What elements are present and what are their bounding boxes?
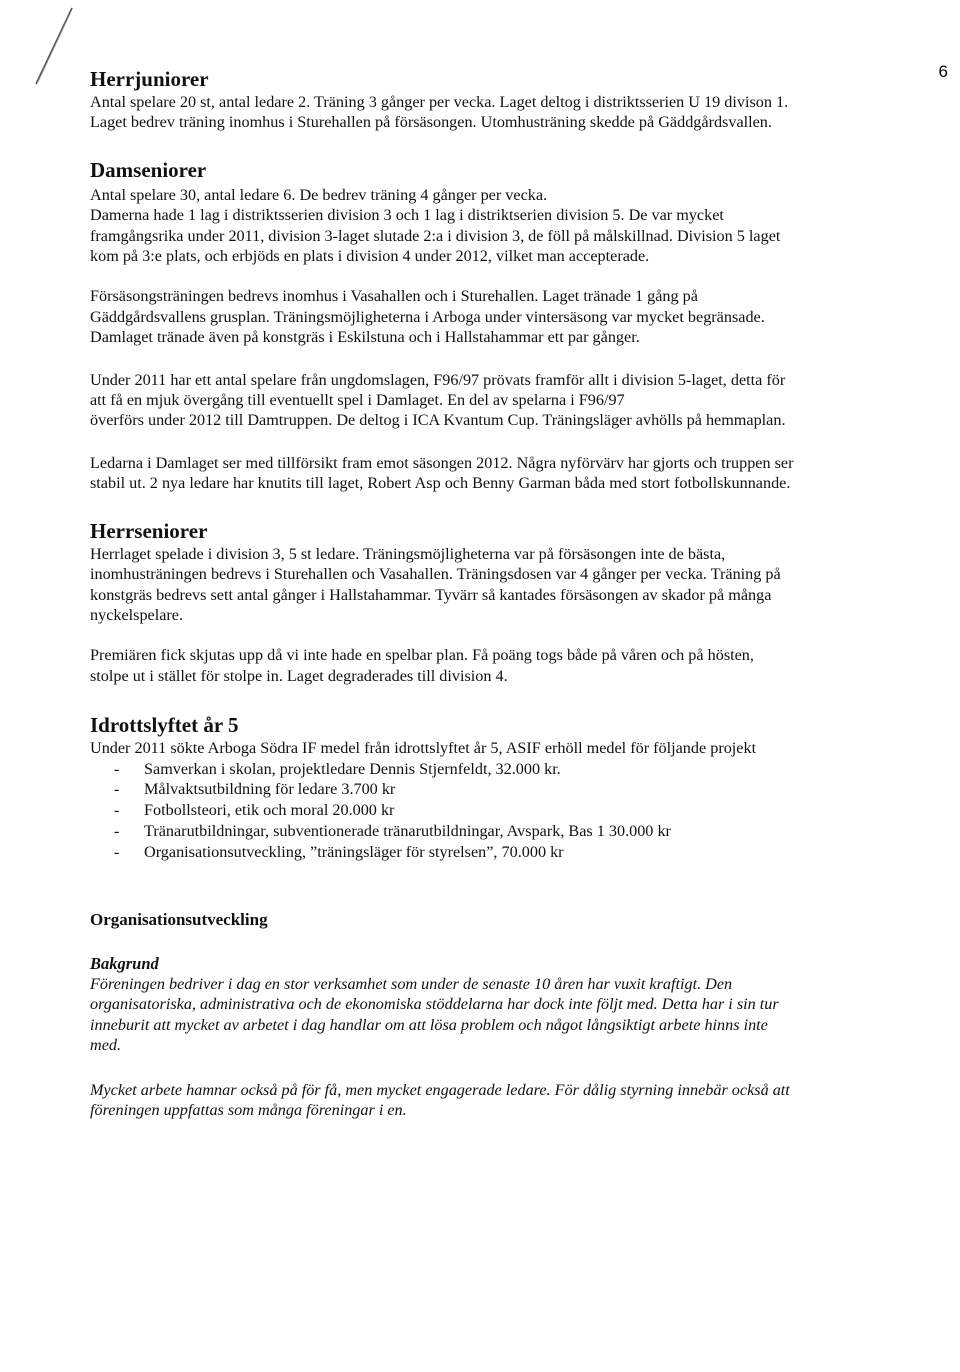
section-heading: Herrjuniorer [90,67,209,91]
paragraph [90,453,948,494]
body-line: Herrlaget spelade i division 3, 5 st ledare. Träningsmöjligheterna var på försäsongen inte de bästa, [90,544,726,563]
dash-marker: - [114,780,120,799]
body-line: Försäsongsträningen bedrevs inomhus i Vasahallen och i Sturehallen. Laget tränade 1 gång på [90,287,698,306]
body-line: Föreningen bedriver i dag en stor verksamhet som under de senaste 10 åren har vuxit kraftigt. Den [90,974,733,993]
section-damseniorer [90,157,948,494]
paragraph [90,185,948,267]
body-line: Antal spelare 30, antal ledare 6. De bedrev träning 4 gånger per vecka. [90,185,548,204]
body-line: inneburit att mycket av arbetet i dag handlar om att lösa problem och något långsiktigt arbete hinns inte [90,1015,768,1034]
subheading: Bakgrund [90,953,159,973]
list-item-text: Fotbollsteori, etik och moral 20.000 kr [144,801,395,820]
body-line: inomhusträningen bedrevs i Sturehallen och Vasahallen. Träningsdosen var 4 gånger per vecka. Träning på [90,565,781,584]
body-line: Damlaget tränade även på konstgräs i Eskilstuna och i Hallstahammar ett par gånger. [90,328,640,347]
section-heading: Organisationsutveckling [90,909,268,929]
section-heading: Damseniorer [90,157,207,182]
page-number: 6 [938,62,948,81]
list-item-text: Målvaktsutbildning för ledare 3.700 kr [144,780,396,799]
paragraph [90,974,948,1056]
body-line: Gäddgårdsvallens grusplan. Träningsmöjligheterna i Arboga under vintersäsong var mycket begränsade. [90,307,765,326]
list-item-text: Tränarutbildningar, subventionerade tränarutbildningar, Avspark, Bas 1 30.000 kr [144,821,671,840]
paragraph [90,1080,948,1121]
body-line: att få en mjuk övergång till eventuellt spel i Damlaget. En del av spelarna i F96/97 [90,391,625,410]
body-line: Antal spelare 20 st, antal ledare 2. Träning 3 gånger per vecka. Laget deltog i distriktsserien U 19 divison 1. [90,93,789,111]
list-item [90,759,948,780]
body-line: konstgräs bedrevs sett antal gånger i Hallstahammar. Tyvärr så kantades försäsongen av skador på många [90,585,772,604]
list-item [90,779,948,800]
list-item [90,821,948,842]
body-line: Laget bedrev träning inomhus i Sturehallen på försäsongen. Utomhusträning skedde på Gäddgårdsvallen. [90,113,772,132]
paragraph [90,286,948,347]
body-line: Ledarna i Damlaget ser med tillförsikt fram emot säsongen 2012. Några nyförvärv har gjorts och truppen ser [90,453,794,472]
dash-marker: - [114,842,120,861]
body-line: Under 2011 har ett antal spelare från ungdomslagen, F96/97 prövats framför allt i division 5-laget, detta för [90,370,786,389]
scan-mark [28,4,78,88]
list-item-text: Organisationsutveckling, ”träningsläger för styrelsen”, 70.000 kr [144,842,564,861]
body-line: Damerna hade 1 lag i distriktsserien division 3 och 1 lag i distriktserien division 5. De var mycket [90,206,724,225]
body-line: Under 2011 sökte Arboga Södra IF medel från idrottslyftet år 5, ASIF erhöll medel för följande projekt [90,739,757,758]
paragraph [90,544,948,626]
section-idrottslyftet [90,712,948,862]
body-line: kom på 3:e plats, och erbjöds en plats i division 4 under 2012, vilket man accepterade. [90,247,650,266]
dash-marker: - [114,821,120,840]
list-item-text: Samverkan i skolan, projektledare Dennis Stjernfeldt, 32.000 kr. [144,759,561,778]
body-line: föreningen uppfattas som många föreningar i en. [90,1101,407,1120]
section-heading: Idrottslyftet år 5 [90,713,239,738]
document-body [90,66,948,1121]
list-item [90,842,948,863]
body-line: stabil ut. 2 nya ledare har knutits till laget, Robert Asp och Benny Garman båda med stort fotbollskunnande. [90,474,791,493]
body-line: framgångsrika under 2011, division 3-laget slutade 2:a i division 3, de föll på målskillnad. Division 5 laget [90,226,781,245]
section-organisation [90,909,948,1122]
body-line: Premiären fick skjutas upp då vi inte hade en spelbar plan. Få poäng togs både på våren och på hösten, [90,646,754,665]
body-line: överförs under 2012 till Damtruppen. De deltog i ICA Kvantum Cup. Träningsläger avhölls på hemmaplan. [90,411,786,430]
section-herrseniorer [90,518,948,686]
body-line: organisatoriska, administrativa och de ekonomiska stöddelarna har dock inte följt med. Detta har i sin tur [90,995,779,1014]
dash-marker: - [114,801,120,820]
body-line: Mycket arbete hamnar också på för få, men mycket engagerade ledare. För dålig styrning innebär också att [90,1080,790,1099]
body-line: nyckelspelare. [90,605,184,624]
body-line: stolpe ut i stället för stolpe in. Laget degraderades till division 4. [90,666,508,685]
paragraph [90,645,948,686]
body-line: med. [90,1036,122,1055]
section-heading: Herrseniorer [90,518,208,543]
dash-marker: - [114,759,120,778]
section-herrjuniorer [90,66,948,133]
project-list [90,759,948,863]
paragraph [90,370,948,431]
list-item [90,800,948,821]
